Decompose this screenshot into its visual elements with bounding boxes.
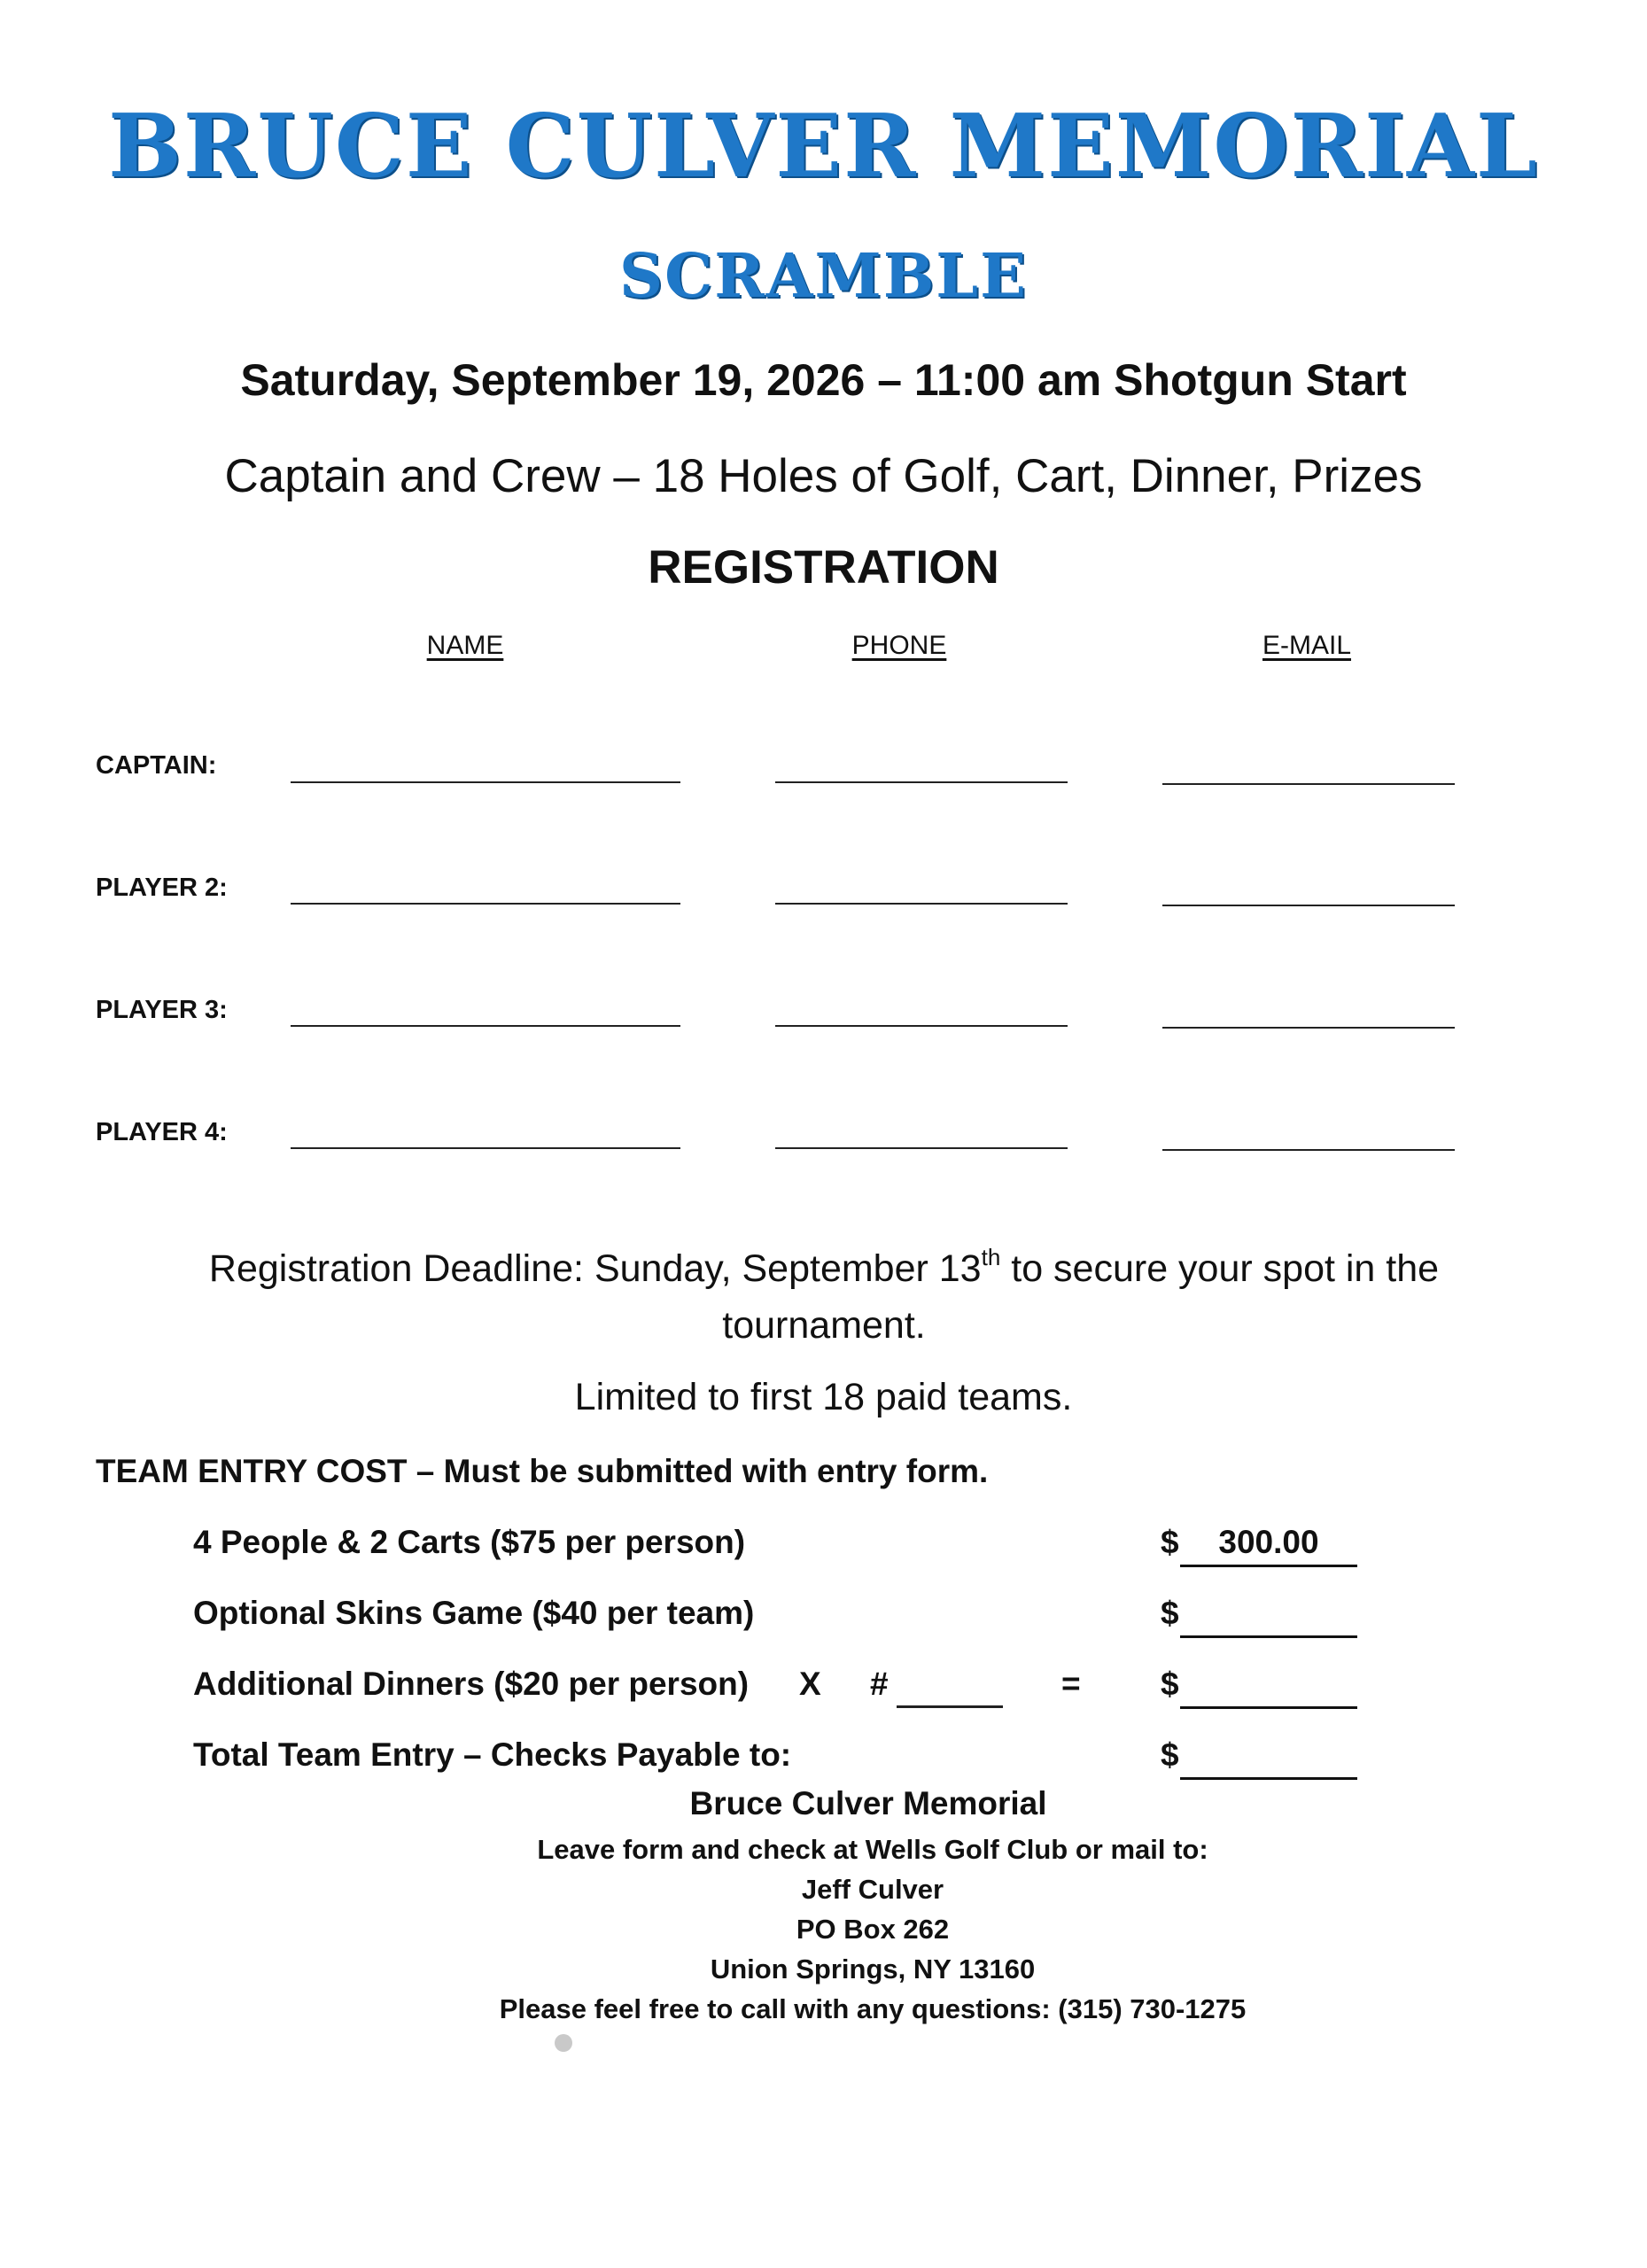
registration-heading: REGISTRATION	[648, 541, 999, 594]
deadline-ordinal: th	[981, 1244, 1001, 1270]
contact-phone-line: Please feel free to call with any questions: (315) 730-1275	[499, 1993, 1247, 2024]
captain-phone-field[interactable]	[775, 781, 1068, 783]
dollar-sign: $	[1161, 1666, 1179, 1702]
scan-dot-icon	[555, 2034, 572, 2052]
player-2-phone-field[interactable]	[775, 903, 1068, 905]
dollar-sign: $	[1161, 1524, 1179, 1560]
event-title: BRUCE CULVER MEMORIAL	[108, 96, 1539, 198]
player-4-name-field[interactable]	[291, 1147, 680, 1149]
player-2-email-field[interactable]	[1162, 905, 1455, 906]
player-2-name-field[interactable]	[291, 903, 680, 905]
deadline-prefix: Registration Deadline: Sunday, September 13	[208, 1247, 982, 1290]
count-sign: #	[870, 1666, 889, 1702]
column-header-email: E-MAIL	[1262, 631, 1352, 660]
mail-instruction: Leave form and check at Wells Golf Club or mail to:	[537, 1834, 1208, 1865]
registration-deadline	[159, 1240, 1488, 1354]
dinners-amount-field[interactable]	[1180, 1706, 1357, 1709]
equals-sign: =	[1061, 1666, 1081, 1702]
row-label-captain: CAPTAIN:	[96, 751, 217, 780]
player-3-name-field[interactable]	[291, 1025, 680, 1027]
dollar-sign: $	[1161, 1736, 1179, 1773]
amount-underline	[1180, 1565, 1357, 1567]
column-header-name: NAME	[426, 631, 504, 660]
cost-item-additional-dinners: Additional Dinners ($20 per person)	[193, 1666, 750, 1702]
multiply-sign: X	[799, 1666, 821, 1702]
total-amount-field[interactable]	[1180, 1777, 1357, 1780]
cost-item-skins-game: Optional Skins Game ($40 per team)	[193, 1595, 755, 1631]
player-3-email-field[interactable]	[1162, 1027, 1455, 1029]
event-tagline: Captain and Crew – 18 Holes of Golf, Cart, Dinner, Prizes	[224, 450, 1423, 502]
row-label-player-4: PLAYER 4:	[96, 1118, 228, 1146]
deadline-suffix: to secure your spot in the tournament.	[722, 1247, 1440, 1347]
event-date: Saturday, September 19, 2026 – 11:00 am Shotgun Start	[240, 355, 1407, 405]
skins-game-amount-field[interactable]	[1180, 1635, 1357, 1638]
cost-amount-people-carts: 300.00	[1218, 1524, 1319, 1560]
player-4-phone-field[interactable]	[775, 1147, 1068, 1149]
mail-city: Union Springs, NY 13160	[710, 1953, 1036, 1984]
dollar-sign: $	[1161, 1595, 1179, 1631]
column-header-phone: PHONE	[851, 631, 947, 660]
payee-name: Bruce Culver Memorial	[689, 1785, 1047, 1821]
cost-item-total: Total Team Entry – Checks Payable to:	[193, 1736, 792, 1773]
cost-item-people-carts: 4 People & 2 Carts ($75 per person)	[193, 1524, 746, 1560]
row-label-player-2: PLAYER 2:	[96, 874, 228, 902]
mail-po-box: PO Box 262	[796, 1914, 950, 1945]
dinner-count-field[interactable]	[897, 1705, 1003, 1708]
captain-email-field[interactable]	[1162, 783, 1455, 785]
mail-recipient: Jeff Culver	[801, 1874, 944, 1905]
team-entry-cost-heading: TEAM ENTRY COST – Must be submitted with entry form.	[96, 1453, 989, 1489]
event-subtitle: SCRAMBLE	[619, 241, 1028, 312]
captain-name-field[interactable]	[291, 781, 680, 783]
player-4-email-field[interactable]	[1162, 1149, 1455, 1151]
team-limit-note: Limited to first 18 paid teams.	[574, 1376, 1073, 1418]
player-3-phone-field[interactable]	[775, 1025, 1068, 1027]
row-label-player-3: PLAYER 3:	[96, 996, 228, 1024]
